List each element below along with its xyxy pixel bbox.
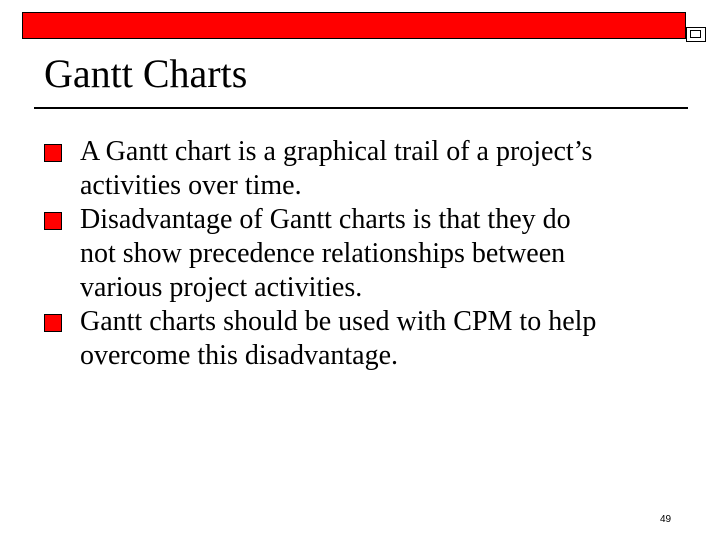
square-bullet-icon (44, 212, 62, 230)
bullet-text-line: various project activities. (80, 272, 363, 303)
bullet-text-line: A Gantt chart is a graphical trail of a project’s (80, 136, 593, 167)
bullet-list (44, 135, 684, 373)
bullet-item (44, 203, 684, 305)
bullet-text-line: overcome this disadvantage. (80, 340, 399, 371)
square-bullet-icon (44, 314, 62, 332)
header-accent-square (686, 27, 706, 42)
header-accent-bar (22, 12, 686, 39)
bullet-text-line: Gantt charts should be used with CPM to help (80, 306, 597, 337)
bullet-item (44, 305, 684, 373)
page-number: 49 (660, 514, 672, 525)
title-divider (34, 107, 688, 109)
square-bullet-icon (44, 144, 62, 162)
bullet-text-line: not show precedence relationships between (80, 238, 566, 269)
bullet-text-line: activities over time. (80, 170, 302, 201)
bullet-text-line: Disadvantage of Gantt charts is that they do (80, 204, 571, 235)
bullet-item (44, 135, 684, 203)
slide-title: Gantt Charts (44, 51, 248, 96)
